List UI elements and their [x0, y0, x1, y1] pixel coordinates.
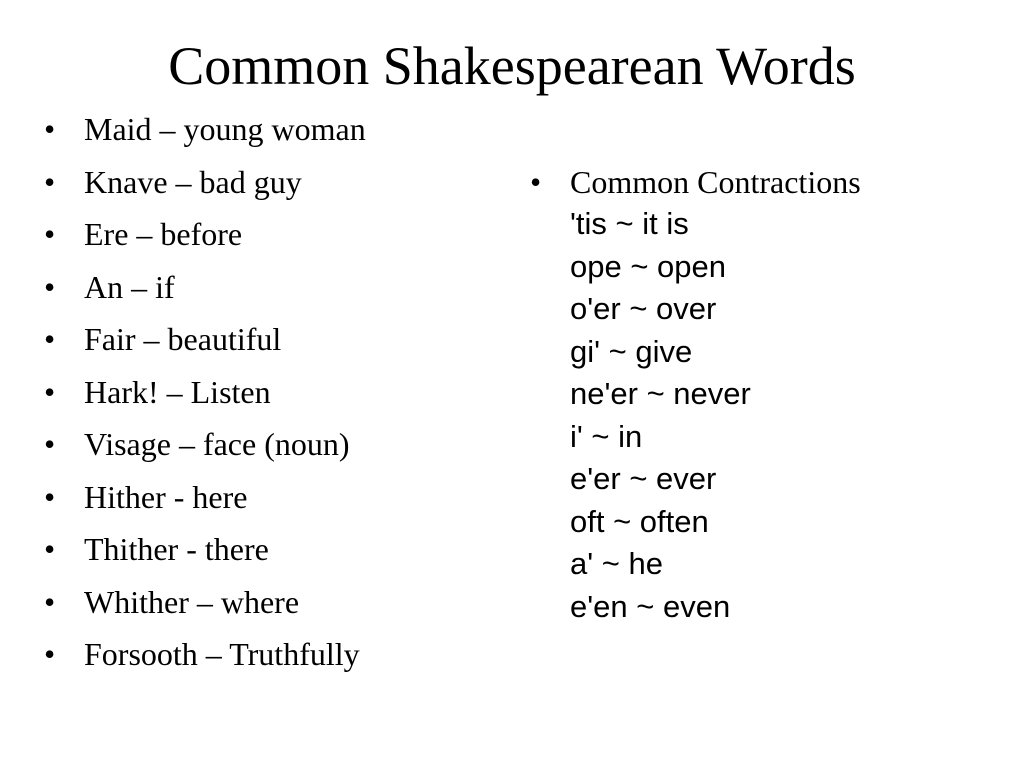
- contractions-heading: [526, 161, 996, 203]
- vocabulary-item: [40, 423, 500, 465]
- bullet-icon: •: [44, 636, 56, 672]
- contraction-item: a' ~ he: [570, 546, 663, 581]
- vocabulary-text: Knave – bad guy: [84, 163, 302, 200]
- vocabulary-item: [40, 528, 500, 570]
- bullet-icon: •: [44, 373, 56, 410]
- vocabulary-text: Thither - there: [84, 531, 269, 567]
- bullet-icon: •: [44, 478, 56, 515]
- bullet-icon: •: [44, 163, 56, 200]
- vocabulary-text: Hither - here: [84, 478, 248, 515]
- vocabulary-item: [40, 318, 500, 360]
- vocabulary-text: Whither – where: [84, 583, 300, 620]
- bullet-icon: •: [44, 531, 56, 567]
- contractions-section: [526, 161, 996, 628]
- vocabulary-text: Ere – before: [84, 216, 243, 252]
- vocabulary-text: Hark! – Listen: [84, 373, 271, 410]
- contraction-item: e'en ~ even: [570, 588, 731, 624]
- bullet-icon: •: [44, 268, 56, 305]
- vocabulary-list: [40, 108, 500, 686]
- vocabulary-item: [40, 633, 500, 675]
- contraction-item: 'tis ~ it is: [570, 206, 689, 241]
- contractions-list: [526, 203, 996, 628]
- vocabulary-item: [40, 108, 500, 150]
- slide-title: Common Shakespearean Words: [168, 36, 856, 96]
- vocabulary-text: Fair – beautiful: [84, 321, 282, 357]
- bullet-icon: •: [530, 164, 542, 200]
- contraction-item: gi' ~ give: [570, 333, 693, 369]
- bullet-icon: •: [44, 321, 56, 357]
- vocabulary-item: [40, 266, 500, 308]
- vocabulary-item: [40, 581, 500, 623]
- bullet-icon: •: [44, 426, 56, 462]
- vocabulary-text: Forsooth – Truthfully: [84, 636, 360, 672]
- contraction-item: oft ~ often: [570, 503, 709, 539]
- bullet-icon: •: [44, 216, 56, 252]
- contraction-item: ope ~ open: [570, 248, 727, 284]
- vocabulary-item: [40, 476, 500, 518]
- contraction-item: i' ~ in: [570, 418, 643, 454]
- bullet-icon: •: [44, 583, 56, 620]
- contractions-heading-text: Common Contractions: [570, 164, 861, 200]
- contraction-item: o'er ~ over: [570, 291, 717, 326]
- contraction-item: e'er ~ ever: [570, 461, 717, 496]
- vocabulary-item: [40, 213, 500, 255]
- bullet-icon: •: [44, 111, 56, 147]
- vocabulary-text: Visage – face (noun): [84, 426, 350, 462]
- vocabulary-item: [40, 161, 500, 203]
- vocabulary-item: [40, 371, 500, 413]
- vocabulary-text: An – if: [84, 268, 175, 305]
- contraction-item: ne'er ~ never: [570, 376, 751, 411]
- vocabulary-text: Maid – young woman: [84, 111, 366, 147]
